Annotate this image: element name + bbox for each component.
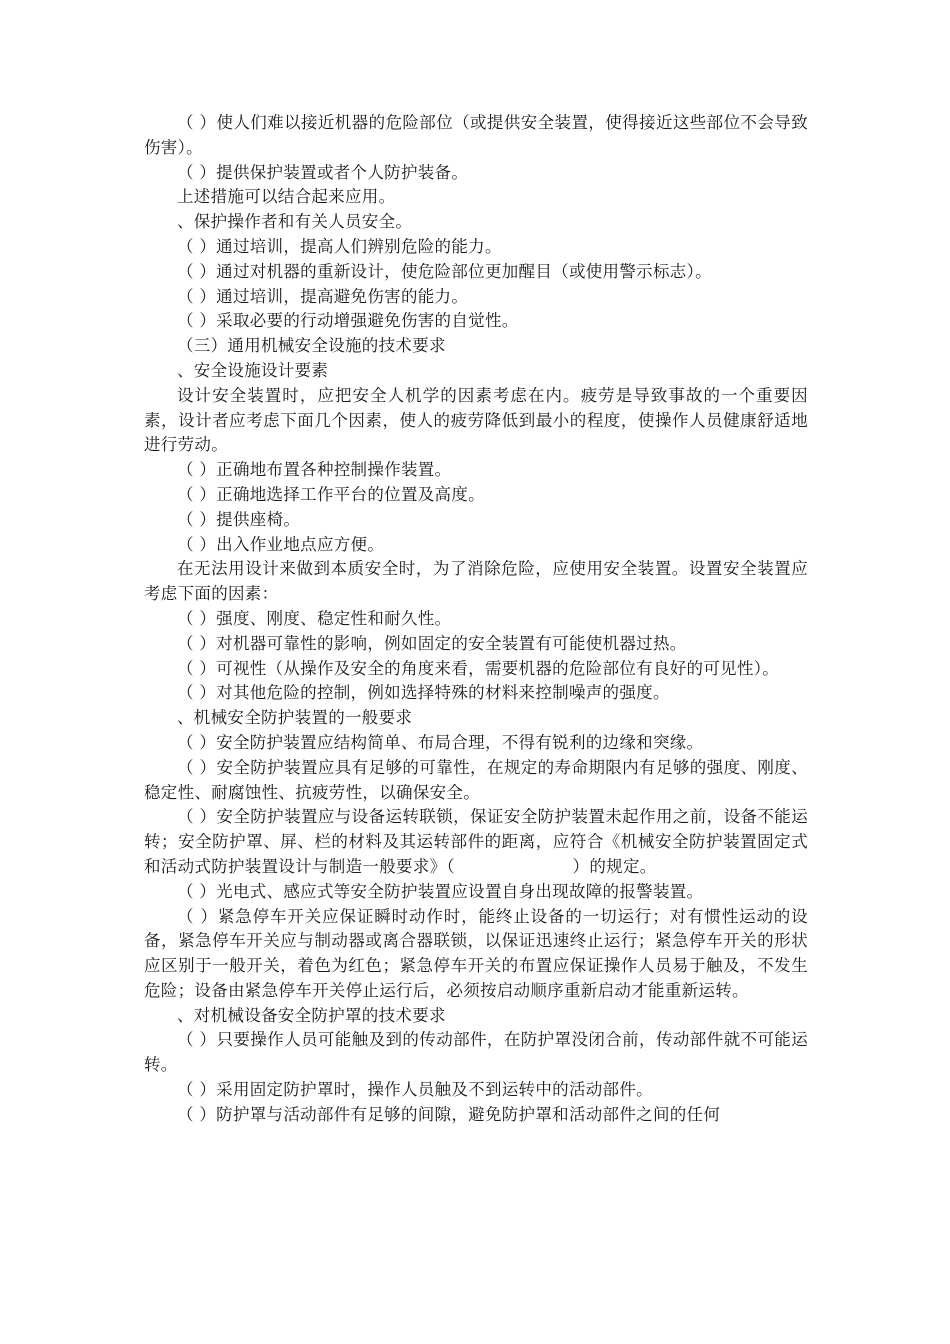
paragraph: （ ）采用固定防护罩时，操作人员触及不到运转中的活动部件。 (177, 1080, 653, 1100)
subsection-heading: 、对机械设备安全防护罩的技术要求 (177, 1005, 446, 1025)
subsection-heading: 、机械安全防护装置的一般要求 (177, 708, 413, 728)
paragraph: （ ）防护罩与活动部件有足够的间隙，避免防护罩和活动部件之间的任何 (177, 1104, 721, 1124)
paragraph: （ ）出入作业地点应方便。 (177, 534, 385, 554)
paragraph: （ ）使人们难以接近机器的危险部位（或提供安全装置，使得接近这些部位不会导致伤害）。 (144, 113, 808, 157)
paragraph: （ ）只要操作人员可能触及到的传动部件，在防护罩没闭合前，传动部件就不可能运转。 (144, 1030, 808, 1075)
paragraph: 在无法用设计来做到本质安全时，为了消除危险，应使用安全装置。设置安全装置应考虑下面的因素： (144, 559, 808, 604)
paragraph: 上述措施可以结合起来应用。 (177, 187, 396, 207)
paragraph: （ ）通过培训，提高人们辨别危险的能力。 (177, 236, 502, 256)
paragraph: （ ）安全防护装置应与设备运转联锁，保证安全防护装置未起作用之前，设备不能运转；安全防护罩、屏、栏的材料及其运转部件的距离，应符合《机械安全防护装置固定式和活动式防护装置设计与制造一般要求》（ ）的规定。 (144, 807, 808, 876)
paragraph: 设计安全装置时，应把安全人机学的因素考虑在内。疲劳是导致事故的一个重要因素，设计者应考虑下面几个因素，使人的疲劳降低到最小的程度，使操作人员健康舒适地进行劳动。 (144, 385, 808, 455)
paragraph: （ ）通过培训，提高避免伤害的能力。 (177, 286, 469, 306)
paragraph: （ ）光电式、感应式等安全防护装置应设置自身出现故障的报警装置。 (177, 881, 704, 901)
paragraph: （ ）对机器可靠性的影响，例如固定的安全装置有可能使机器过热。 (177, 633, 687, 653)
document-body (144, 111, 808, 1128)
paragraph: （ ）对其他危险的控制，例如选择特殊的材料来控制噪声的强度。 (177, 683, 670, 703)
paragraph: （ ）正确地布置各种控制操作装置。 (177, 460, 452, 480)
paragraph: （ ）可视性（从操作及安全的角度来看，需要机器的危险部位有良好的可见性）。 (177, 658, 780, 678)
paragraph: （ ）提供保护装置或者个人防护装备。 (177, 162, 469, 182)
section-heading: （三）通用机械安全设施的技术要求 (177, 336, 446, 356)
paragraph: （ ）通过对机器的重新设计，使危险部位更加醒目（或使用警示标志）。 (177, 261, 712, 281)
paragraph: （ ）强度、刚度、稳定性和耐久性。 (177, 608, 452, 628)
paragraph: （ ）紧急停车开关应保证瞬时动作时，能终止设备的一切运行；对有惯性运动的设备，紧急停车开关应与制动器或离合器联锁，以保证迅速终止运行；紧急停车开关的形状应区别于一般开关，着色为红色；紧急停车开关的布置应保证操作人员易于触及，不发生危险；设备由紧急停车开关停止运行后，必须按启动顺序重新启动才能重新运转。 (144, 906, 808, 1000)
paragraph: （ ）安全防护装置应具有足够的可靠性，在规定的寿命期限内有足够的强度、刚度、稳定性、耐腐蚀性、抗疲劳性，以确保安全。 (144, 757, 808, 802)
paragraph: 、保护操作者和有关人员安全。 (177, 212, 413, 232)
paragraph: （ ）采取必要的行动增强避免伤害的自觉性。 (177, 311, 519, 331)
subsection-heading: 、安全设施设计要素 (177, 360, 329, 380)
paragraph: （ ）安全防护装置应结构简单、布局合理，不得有锐利的边缘和突缘。 (177, 732, 704, 752)
paragraph: （ ）提供座椅。 (177, 509, 301, 529)
paragraph: （ ）正确地选择工作平台的位置及高度。 (177, 484, 485, 504)
